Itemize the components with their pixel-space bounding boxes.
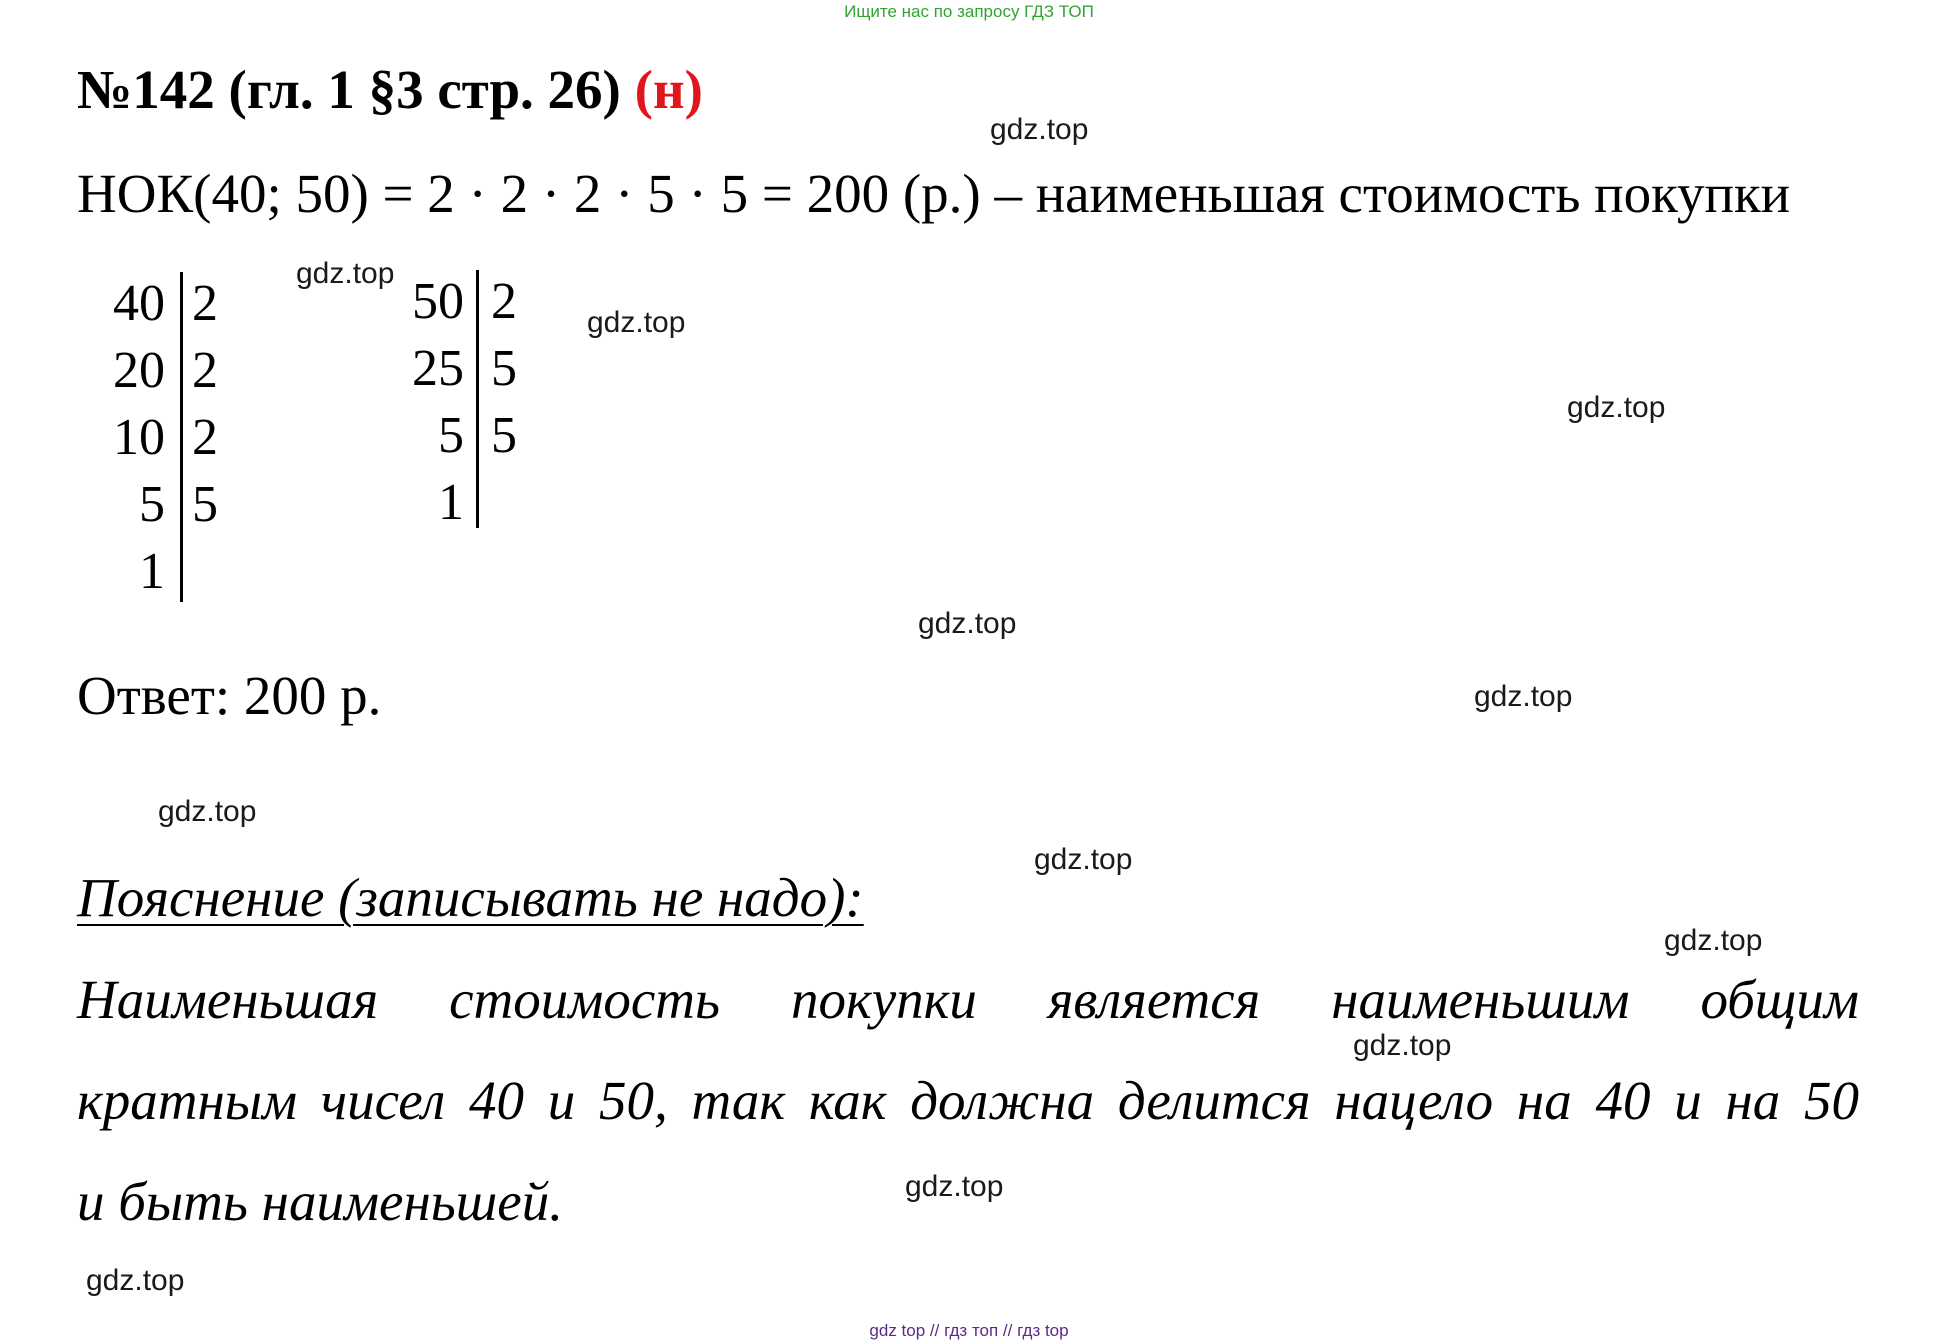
lcm-equation: НОК(40; 50) = 2 · 2 · 2 · 5 · 5 = 200 (р.) – наименьшая стоимость покупки — [77, 163, 1791, 224]
fact40-number: 40 — [113, 275, 165, 332]
fact40-divisor: 2 — [192, 275, 218, 332]
level-marker: (н) — [634, 59, 703, 120]
fact50-number: 1 — [438, 474, 464, 531]
explanation-line: и быть наименьшей. — [77, 1171, 563, 1232]
explanation-heading: Пояснение (записывать не надо): — [77, 867, 864, 928]
fact40-number: 10 — [113, 409, 165, 466]
fact40-divisor: 5 — [192, 476, 218, 533]
watermark: gdz.top — [587, 306, 686, 339]
fact40-divisor: 2 — [192, 342, 218, 399]
watermark: gdz.top — [1567, 391, 1666, 424]
watermark: gdz.top — [1034, 843, 1133, 876]
fact40-divider-line — [180, 272, 183, 602]
fact50-divisor: 2 — [491, 273, 517, 330]
watermark: gdz.top — [1664, 924, 1763, 957]
footer-links: gdz top // гдз топ // гдз top — [869, 1321, 1069, 1340]
fact50-divisor: 5 — [491, 340, 517, 397]
fact50-divisor: 5 — [491, 407, 517, 464]
watermark: gdz.top — [1353, 1029, 1452, 1062]
explanation-line: кратным чисел 40 и 50, так как должна делится нацело на 40 и на 50 — [77, 1070, 1859, 1131]
watermark: gdz.top — [158, 795, 257, 828]
watermark: gdz.top — [296, 257, 395, 290]
watermark: gdz.top — [990, 113, 1089, 146]
explanation-line: Наименьшая стоимость покупки является наименьшим общим — [77, 969, 1859, 1030]
watermark: gdz.top — [86, 1264, 185, 1297]
fact40-number: 5 — [139, 476, 165, 533]
problem-number: №142 (гл. 1 §3 стр. 26) — [77, 59, 621, 120]
fact40-divisor: 2 — [192, 409, 218, 466]
watermark: gdz.top — [1474, 680, 1573, 713]
watermark: gdz.top — [918, 607, 1017, 640]
top-banner: Ищите нас по запросу ГДЗ ТОП — [844, 2, 1094, 21]
answer: Ответ: 200 р. — [77, 665, 382, 726]
fact40-number: 20 — [113, 342, 165, 399]
fact50-number: 5 — [438, 407, 464, 464]
fact50-number: 50 — [412, 273, 464, 330]
watermark: gdz.top — [905, 1170, 1004, 1203]
fact50-divider-line — [476, 270, 479, 528]
fact40-number: 1 — [139, 543, 165, 600]
problem-title — [77, 58, 703, 121]
fact50-number: 25 — [412, 340, 464, 397]
